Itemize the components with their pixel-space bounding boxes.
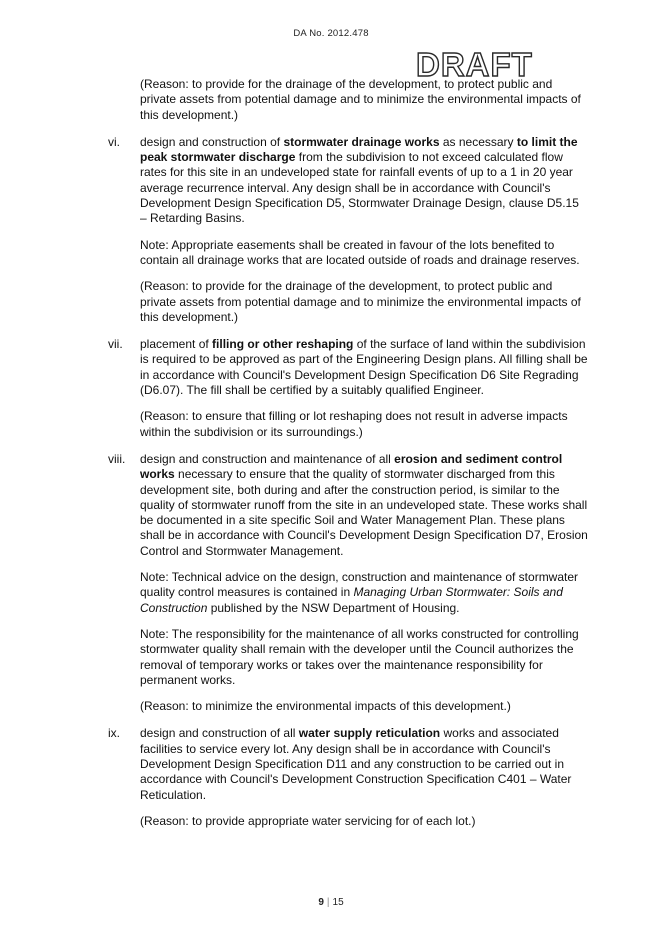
da-number: DA No. 2012.478 [293, 28, 369, 39]
item-numeral: vi. [108, 134, 120, 149]
condition-item-viii [108, 452, 588, 714]
page-total: 15 [332, 897, 344, 908]
item-note-technical: Note: Technical advice on the design, construction and maintenance of stormwater quality control measures is contained in Managing Urban Stormwater: Soils and Construction published by the NSW Department of Housing. [140, 570, 579, 615]
draft-stamp: DRAFT [416, 46, 533, 83]
item-note-responsibility: Note: The responsibility for the maintenance of all works constructed for controlling stormwater quality shall remain with the developer until the Council authorizes the removal of temporary works or takes over the maintenance responsibility for permanent works. [140, 626, 579, 687]
item-numeral: vii. [108, 337, 123, 352]
top-reason: (Reason: to provide for the drainage of the development, to protect public and private assets from potential damage and to minimize the environmental impacts of this development.) [140, 77, 581, 122]
condition-item-ix [108, 726, 588, 829]
item-numeral: viii. [108, 451, 126, 466]
item-reason: (Reason: to minimize the environmental impacts of this development.) [140, 699, 511, 714]
item-text: placement of filling or other reshaping of the surface of land within the subdivision is required to be approved as part of the Engineering Design plans. All filling shall be in accordance with Council's Development Design Specification D6 Site Regrading (D6.07). The fill shall be certified by a suitably qualified Engineer. [140, 337, 588, 398]
item-reason: (Reason: to provide appropriate water servicing for of each lot.) [140, 813, 476, 828]
item-numeral: ix. [108, 726, 120, 741]
item-text: design and construction of stormwater drainage works as necessary to limit the peak stormwater discharge from the subdivision to not exceed calculated flow rates for this site in an undeveloped state for rainfall events of up to a 1 in 20 year average recurrence interval. Any design shall be in accordance with Council's Development Design Specification D5, Stormwater Drainage Design, clause D5.15 – Retarding Basins. [140, 134, 579, 226]
item-reason: (Reason: to ensure that filling or lot reshaping does not result in adverse impacts within the subdivision or its surroundings.) [140, 409, 568, 439]
condition-item-vii [108, 337, 588, 440]
item-reason: (Reason: to provide for the drainage of the development, to protect public and private assets from potential damage and to minimize the environmental impacts of this development.) [140, 279, 581, 324]
item-note: Note: Appropriate easements shall be created in favour of the lots benefited to contain all drainage works that are located outside of roads and drainage reserves. [140, 237, 580, 267]
document-body [108, 77, 588, 829]
page-number: 9 [318, 897, 324, 908]
condition-item-vi [108, 135, 588, 325]
page-separator: | [326, 897, 330, 908]
item-text: design and construction and maintenance of all erosion and sediment control works necessary to ensure that the quality of stormwater discharged from this development site, both during and after the construction period, is similar to the quality of stormwater runoff from the site in an undeveloped state. These works shall be documented in a site specific Soil and Water Management Plan. These plans shall be in accordance with Council's Development Design Specification D7, Erosion Control and Stormwater Management. [140, 451, 588, 558]
item-text: design and construction of all water supply reticulation works and associated facilities to service every lot. Any design shall be in accordance with Council's Development Design Specification D11 and any construction to be carried out in accordance with Council's Development Construction Specification C401 – Water Reticulation. [140, 726, 572, 802]
page-footer [0, 897, 662, 908]
